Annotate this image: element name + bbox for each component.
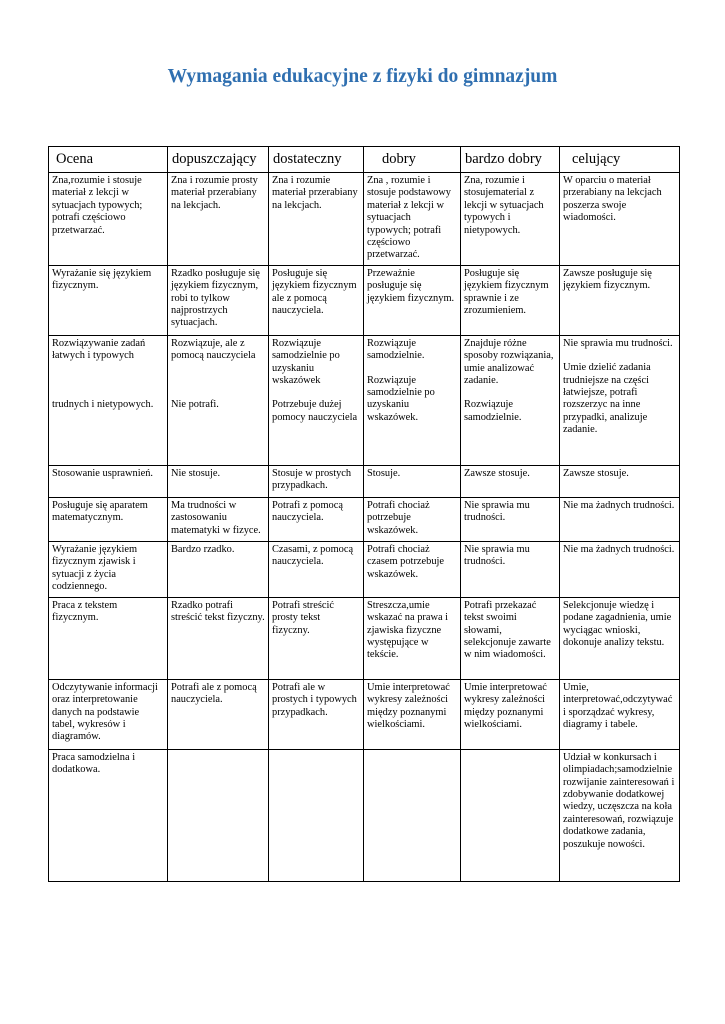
header-ocena: Ocena [49, 147, 168, 173]
header-dobry: dobry [364, 147, 461, 173]
table-cell: Potrafi ale w prostych i typowych przypadkach. [269, 679, 364, 749]
table-cell: Selekcjonuje wiedzę i podane zagadnienia, umie wyciągac wnioski, dokonuje analizy tekstu. [560, 597, 680, 679]
table-cell: Rzadko potrafi streścić tekst fizyczny. [168, 597, 269, 679]
table-row [49, 597, 680, 679]
table-cell: Zna , rozumie i stosuje podstawowy materiał z lekcji w sytuacjach typowych; potrafi częściowo przetwarzać. [364, 173, 461, 266]
table-cell [364, 335, 461, 465]
table-cell: Potrafi chociaż czasem potrzebuje wskazówek. [364, 541, 461, 597]
table-cell: Nie ma żadnych trudności. [560, 541, 680, 597]
table-cell [461, 335, 560, 465]
table-cell: Zawsze stosuje. [560, 465, 680, 497]
table-cell [364, 749, 461, 881]
header-dopuszczajacy: dopuszczający [168, 147, 269, 173]
table-cell: Zna,rozumie i stosuje materiał z lekcji w sytuacjach typowych; potrafi częściowo przetwarzać. [49, 173, 168, 266]
cell-part-hard: trudnych i nietypowych. [52, 398, 154, 410]
table-cell: Zna i rozumie prosty materiał przerabiany na lekcjach. [168, 173, 269, 266]
table-cell: Nie sprawia mu trudności. [461, 497, 560, 541]
cell-part-easy: Rozwiązuje samodzielnie. [367, 337, 425, 362]
cell-part-hard: Umie dzielić zadania trudniejsze na części łatwiejsze, potrafi rozszerzyc na inne przypadki, analizuje zadanie. [563, 362, 651, 436]
table-cell: W oparciu o materiał przerabiany na lekcjach poszerza swoje wiadomości. [560, 173, 680, 266]
cell-part-hard: Rozwiązuje samodzielnie. [464, 399, 522, 423]
table-row [49, 497, 680, 541]
table-cell: Streszcza,umie wskazać na prawa i zjawiska fizyczne występujące w tekście. [364, 597, 461, 679]
table-cell [269, 749, 364, 881]
table-cell: Zawsze posługuje się językiem fizycznym. [560, 265, 680, 335]
table-cell: Nie ma żadnych trudności. [560, 497, 680, 541]
table-cell: Umie interpretować wykresy zależności między poznanymi wielkościami. [364, 679, 461, 749]
document-title: Wymagania edukacyjne z fizyki do gimnazjum [167, 66, 558, 87]
table-row [49, 173, 680, 266]
table-cell: Posługuje się językiem fizycznym sprawnie i ze zrozumieniem. [461, 265, 560, 335]
cell-part-easy: Rozwiązywanie zadań łatwych i typowych [52, 337, 146, 362]
table-cell [168, 749, 269, 881]
header-bardzo-dobry: bardzo dobry [461, 147, 560, 173]
table-cell: Potrafi przekazać tekst swoimi słowami, selekcjonuje zawarte w nim wiadomości. [461, 597, 560, 679]
table-row [49, 541, 680, 597]
table-row [49, 679, 680, 749]
cell-part-easy: Rozwiązuje samodzielnie po uzyskaniu wskazówek [272, 337, 340, 387]
table-cell: Posługuje się językiem fizycznym ale z pomocą nauczyciela. [269, 265, 364, 335]
table-row [49, 265, 680, 335]
table-cell: Potrafi z pomocą nauczyciela. [269, 497, 364, 541]
table-cell: Stosuje w prostych przypadkach. [269, 465, 364, 497]
cell-part-easy: Nie sprawia mu trudności. [563, 337, 673, 349]
table-cell [168, 335, 269, 465]
cell-part-hard: Nie potrafi. [171, 398, 219, 410]
cell-part-hard: Potrzebuje dużej pomocy nauczyciela [272, 399, 358, 423]
cell-part-easy: Znajduje różne sposoby rozwiązania, umie analizować zadanie. [464, 337, 554, 387]
table-cell: Rzadko posługuje się językiem fizycznym, robi to tylkow najprostrzych sytuacjach. [168, 265, 269, 335]
table-cell: Czasami, z pomocą nauczyciela. [269, 541, 364, 597]
table-cell: Potrafi chociaż potrzebuje wskazówek. [364, 497, 461, 541]
cell-part-easy: Rozwiązuje, ale z pomocą nauczyciela [171, 337, 256, 362]
table-cell: Nie sprawia mu trudności. [461, 541, 560, 597]
table-cell: Udział w konkursach i olimpiadach;samodzielnie rozwijanie zainteresowań i zdobywanie dodatkowej wiedzy, uczęszcza na koła zainteresowań, rozwiązuje dodatkowe zadania, poszukuje nowości. [560, 749, 680, 881]
table-cell: Praca samodzielna i dodatkowa. [49, 749, 168, 881]
table-header-row [49, 147, 680, 173]
header-dostateczny: dostateczny [269, 147, 364, 173]
table-cell: Wyrażanie językiem fizycznym zjawisk i sytuacji z życia codziennego. [49, 541, 168, 597]
cell-part-hard: Rozwiązuje samodzielnie po uzyskaniu wskazówek. [367, 374, 435, 423]
table-cell: Stosowanie usprawnień. [49, 465, 168, 497]
table-cell: Potrafi ale z pomocą nauczyciela. [168, 679, 269, 749]
table-row [49, 749, 680, 881]
table-cell: Posługuje się aparatem matematycznym. [49, 497, 168, 541]
requirements-table [48, 146, 680, 882]
table-cell: Ma trudności w zastosowaniu matematyki w fizyce. [168, 497, 269, 541]
table-cell: Odczytywanie informacji oraz interpretowanie danych na podstawie tabel, wykresów i diagramów. [49, 679, 168, 749]
table-row [49, 335, 680, 465]
table-cell: Zna, rozumie i stosujematerial z lekcji w sytuacjach typowych i nietypowych. [461, 173, 560, 266]
table-cell: Nie stosuje. [168, 465, 269, 497]
table-cell: Potrafi streścić prosty tekst fizyczny. [269, 597, 364, 679]
table-cell [49, 335, 168, 465]
table-row [49, 465, 680, 497]
table-cell: Umie, interpretować,odczytywać i sporządzać wykresy, diagramy i tabele. [560, 679, 680, 749]
header-celujacy: celujący [560, 147, 680, 173]
table-cell: Wyrażanie się językiem fizycznym. [49, 265, 168, 335]
table-cell: Przeważnie posługuje się językiem fizycznym. [364, 265, 461, 335]
table-cell: Praca z tekstem fizycznym. [49, 597, 168, 679]
table-cell [560, 335, 680, 465]
table-cell: Umie interpretować wykresy zależności między poznanymi wielkościami. [461, 679, 560, 749]
table-cell: Stosuje. [364, 465, 461, 497]
table-cell [461, 749, 560, 881]
table-cell: Bardzo rzadko. [168, 541, 269, 597]
table-cell [269, 335, 364, 465]
table-cell: Zawsze stosuje. [461, 465, 560, 497]
table-cell: Zna i rozumie materiał przerabiany na lekcjach. [269, 173, 364, 266]
